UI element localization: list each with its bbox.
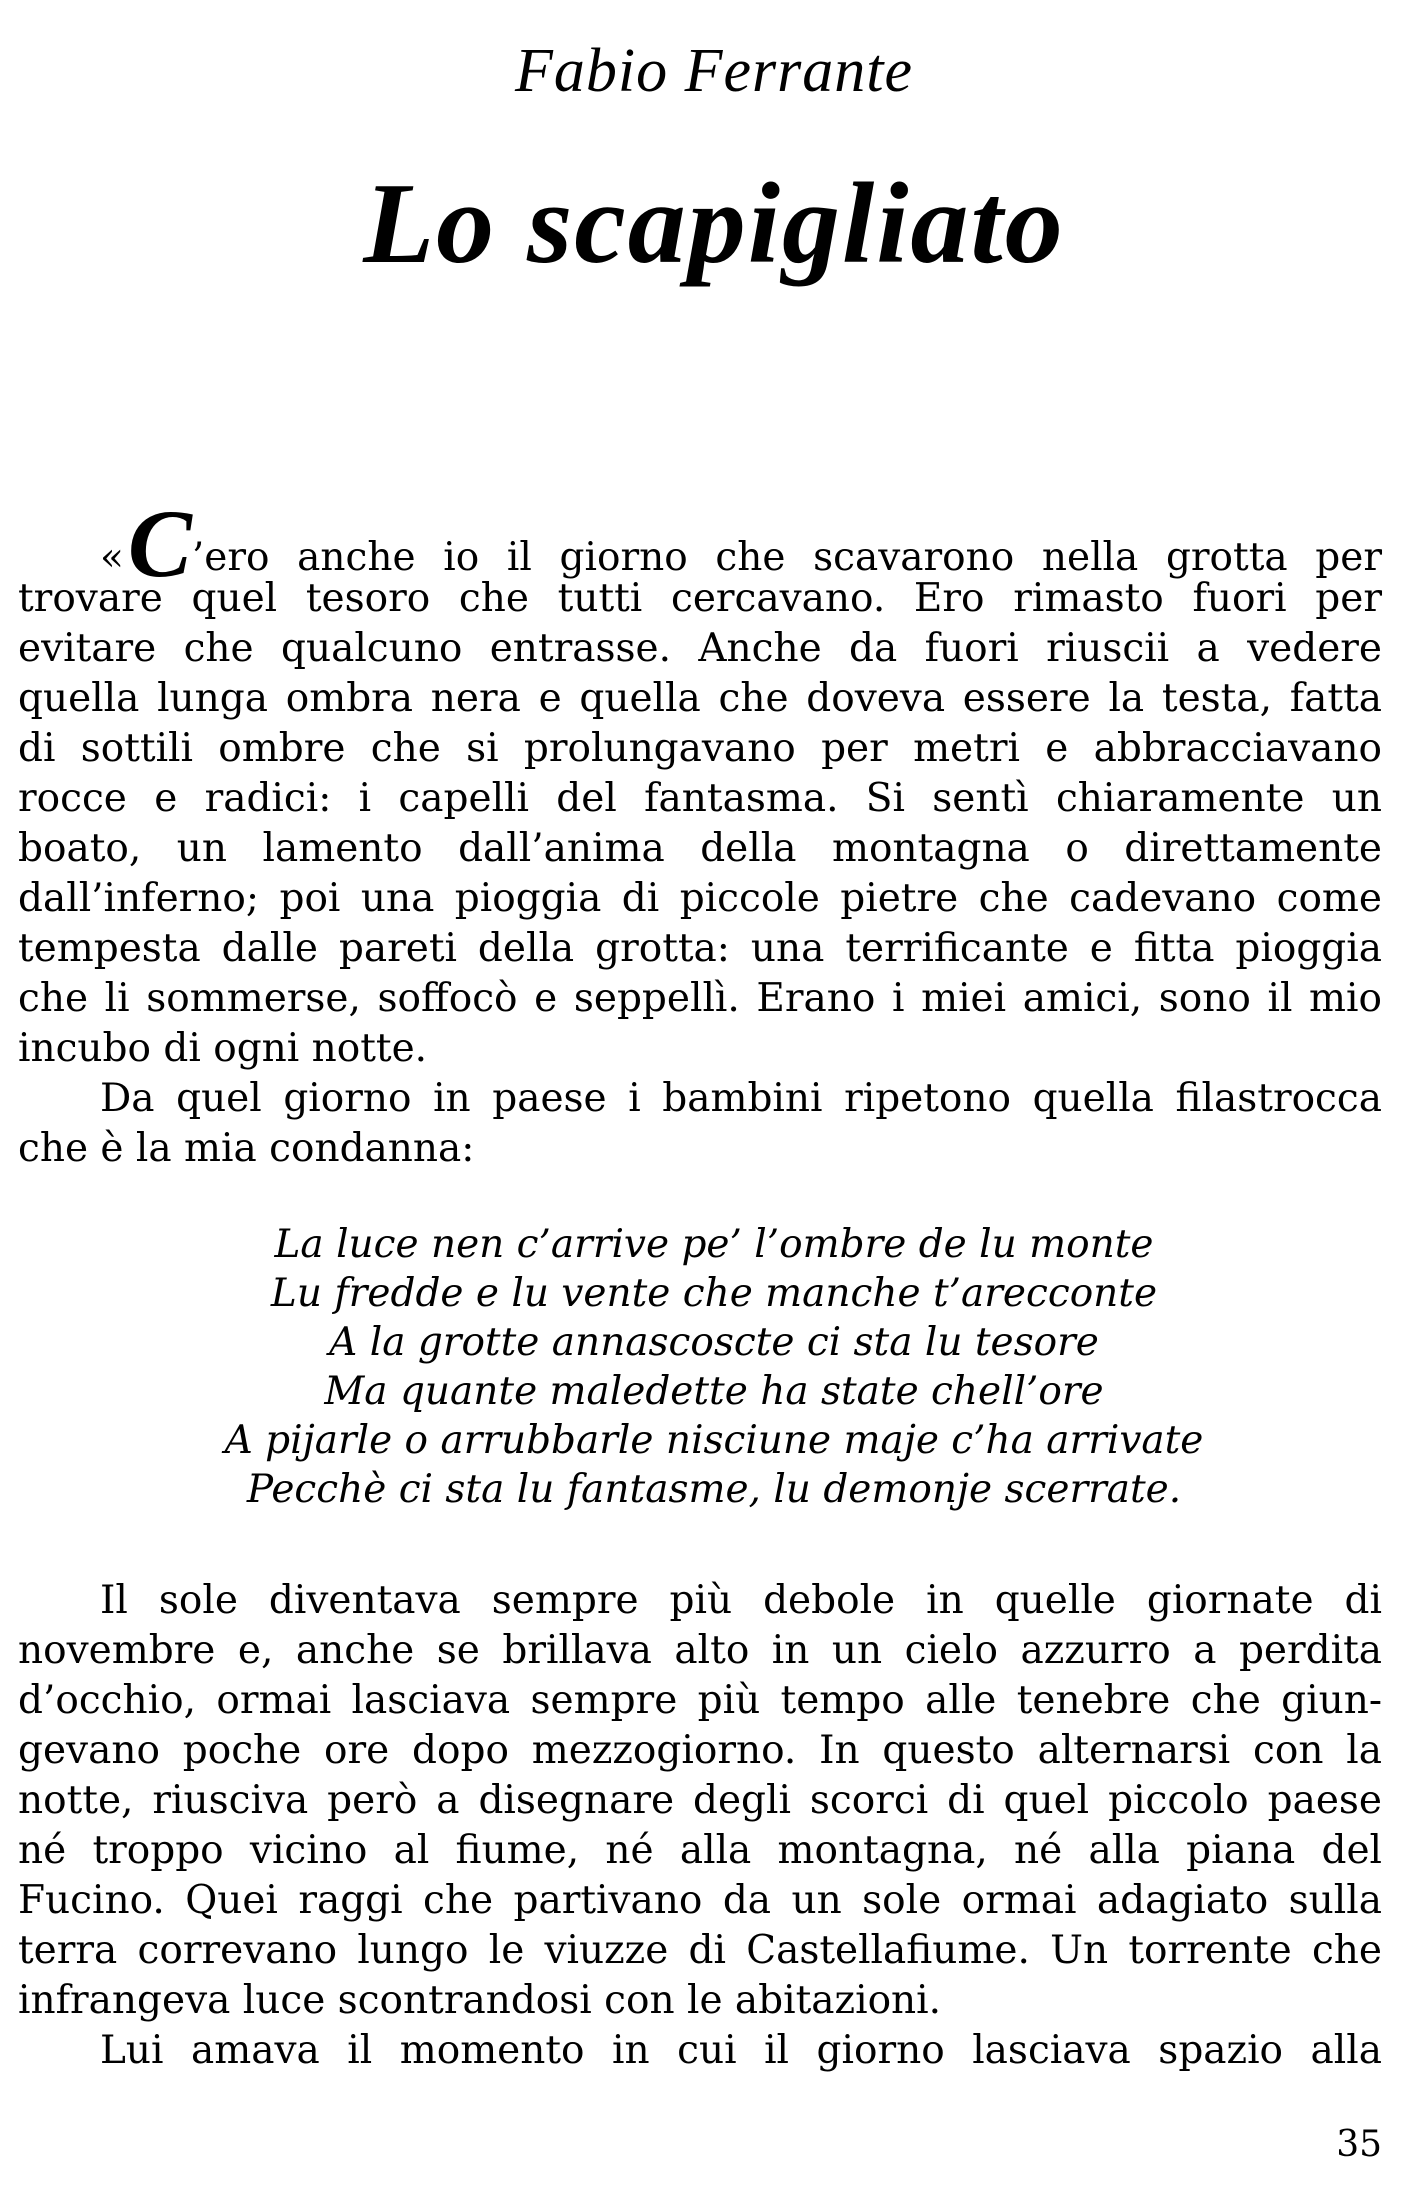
drop-cap: C: [127, 490, 192, 597]
poem-line: A pijarle o arrubbarle nisciune maje c’ha arrivate: [224, 1418, 1204, 1463]
opening-paragraph: [18, 490, 1382, 1174]
text-line: Da quel giorno in paese i bambini ripetono quella filastrocca: [100, 1076, 1382, 1121]
text-line: dall’inferno; poi una pioggia di piccole pietre che cadevano come: [18, 876, 1382, 921]
text-line: rocce e radici: i capelli del fantasma. Si sentì chiaramente un: [18, 776, 1382, 821]
text-line: novembre e, anche se brillava alto in un cielo azzurro a perdita: [18, 1628, 1382, 1673]
page-number: 35: [1336, 2124, 1382, 2165]
text-line: né troppo vicino al fiume, né alla montagna, né alla piana del: [18, 1828, 1382, 1873]
text-line: infrangeva luce scontrandosi con le abitazioni.: [18, 1978, 942, 2023]
opening-first-line: [18, 490, 1382, 597]
text-line: Il sole diventava sempre più debole in quelle giornate di: [100, 1578, 1382, 1623]
text-line: gevano poche ore dopo mezzogiorno. In questo alternarsi con la: [18, 1728, 1382, 1773]
text-line: terra correvano lungo le viuzze di Castellafiume. Un torrente che: [18, 1928, 1382, 1973]
text-line: incubo di ogni notte.: [18, 1026, 428, 1071]
poem: [0, 1220, 1428, 1514]
text-line: Fucino. Quei raggi che partivano da un sole ormai adagiato sulla: [18, 1878, 1382, 1923]
text-line: che li sommerse, soffocò e seppellì. Erano i miei amici, sono il mio: [18, 976, 1382, 1021]
poem-line: La luce nen c’arrive pe’ l’ombre de lu monte: [274, 1222, 1154, 1267]
poem-line: A la grotte annascoscte ci sta lu tesore: [329, 1320, 1099, 1365]
opening-quote-mark: «: [100, 535, 124, 580]
text-line: trovare quel tesoro che tutti cercavano. Ero rimasto fuori per: [18, 576, 1382, 621]
poem-line: Lu fredde e lu vente che manche t’arecconte: [270, 1271, 1158, 1316]
text-line: notte, riusciva però a disegnare degli scorci di quel piccolo paese: [18, 1778, 1382, 1823]
poem-line: Ma quante maledette ha state chell’ore: [324, 1369, 1104, 1414]
text-line: Lui amava il momento in cui il giorno lasciava spazio alla: [100, 2028, 1382, 2073]
text-line: quella lunga ombra nera e quella che doveva essere la testa, fatta: [18, 676, 1382, 721]
text-line: che è la mia condanna:: [18, 1126, 475, 1171]
author-name: Fabio Ferrante: [515, 37, 913, 105]
text-line: tempesta dalle pareti della grotta: una terrificante e fitta pioggia: [18, 926, 1382, 971]
third-paragraph: [18, 1576, 1382, 2076]
text-line: di sottili ombre che si prolungavano per metri e abbracciavano: [18, 726, 1382, 771]
text-line: evitare che qualcuno entrasse. Anche da fuori riuscii a vedere: [18, 626, 1382, 671]
text-line: boato, un lamento dall’anima della montagna o direttamente: [18, 826, 1382, 871]
text-line: ’ero anche io il giorno che scavarono nella grotta per: [191, 535, 1382, 580]
text-line: d’occhio, ormai lasciava sempre più tempo alle tenebre che giun-: [18, 1678, 1382, 1723]
poem-line: Pecchè ci sta lu fantasme, lu demonje scerrate.: [246, 1467, 1182, 1512]
chapter-title: Lo scapigliato: [363, 160, 1065, 288]
